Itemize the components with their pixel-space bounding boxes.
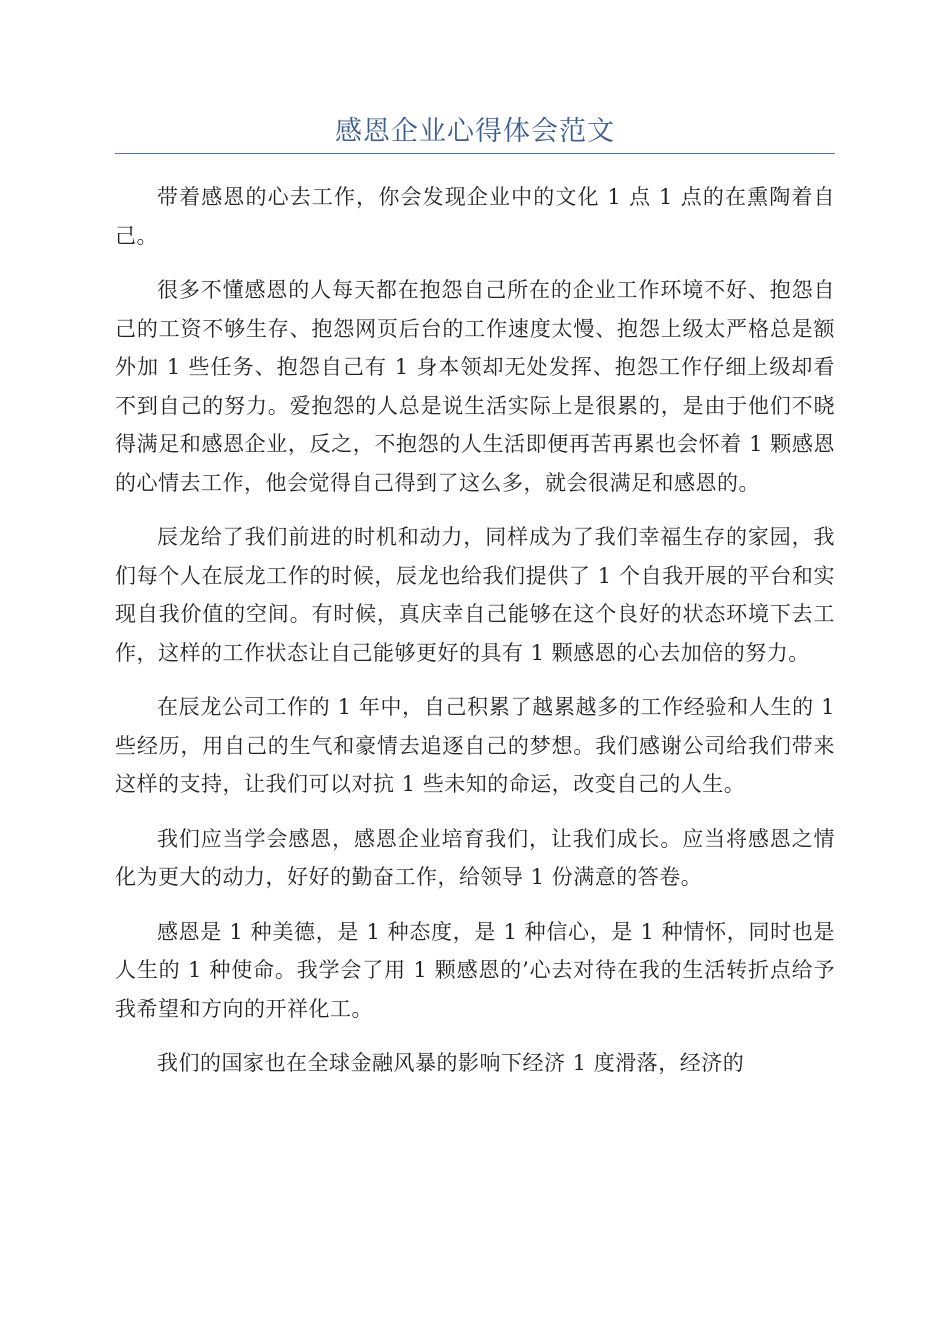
paragraph-7: 我们的国家也在全球金融风暴的影响下经济 1 度滑落，经济的 xyxy=(157,1051,745,1075)
paragraph-5: 我们应当学会感恩，感恩企业培育我们，让我们成长。应当将感恩之情化为更大的动力，好好的勤奋工作，给领导 1 份满意的答卷。 xyxy=(115,826,835,889)
document-title: 感恩企业心得体会范文 xyxy=(335,116,615,147)
paragraph-6: 感恩是 1 种美德，是 1 种态度，是 1 种信心，是 1 种情怀，同时也是人生的 1 种使命。我学会了用 1 颗感恩的’心去对待在我的生活转折点给予我希望和方向的开祥化工。 xyxy=(115,919,835,1021)
paragraph-4: 在辰龙公司工作的 1 年中，自己积累了越累越多的工作经验和人生的 1 些经历，用自己的生气和豪情去追逐自己的梦想。我们感谢公司给我们带来这样的支持，让我们可以对抗 1 些未知的命运，改变自己的人生。 xyxy=(115,695,835,796)
title-underline xyxy=(115,153,835,154)
paragraph-2: 很多不懂感恩的人每天都在抱怨自己所在的企业工作环境不好、抱怨自己的工资不够生存、抱怨网页后台的工作速度太慢、抱怨上级太严格总是额外加 1 些任务、抱怨自己有 1 身本领却无处发挥、抱怨工作仔细上级却看不到自己的努力。爱抱怨的人总是说生活实际上是很累的，是由于他们不晓得满足和感恩企业，反之，不抱怨的人生活即便再苦再累也会怀着 1 颗感恩的心情去工作，他会觉得自己得到了这么多，就会很满足和感恩的。 xyxy=(115,278,835,495)
paragraph-1: 带着感恩的心去工作，你会发现企业中的文化 1 点 1 点的在熏陶着自己。 xyxy=(115,185,835,248)
document-body xyxy=(115,178,835,1099)
paragraph-3: 辰龙给了我们前进的时机和动力，同样成为了我们幸福生存的家园，我们每个人在辰龙工作的时候，辰龙也给我们提供了 1 个自我开展的平台和实现自我价值的空间。有时候，真庆幸自己能够在这个良好的状态环境下去工作，这样的工作状态让自己能够更好的具有 1 颗感恩的心去加倍的努力。 xyxy=(115,525,835,665)
